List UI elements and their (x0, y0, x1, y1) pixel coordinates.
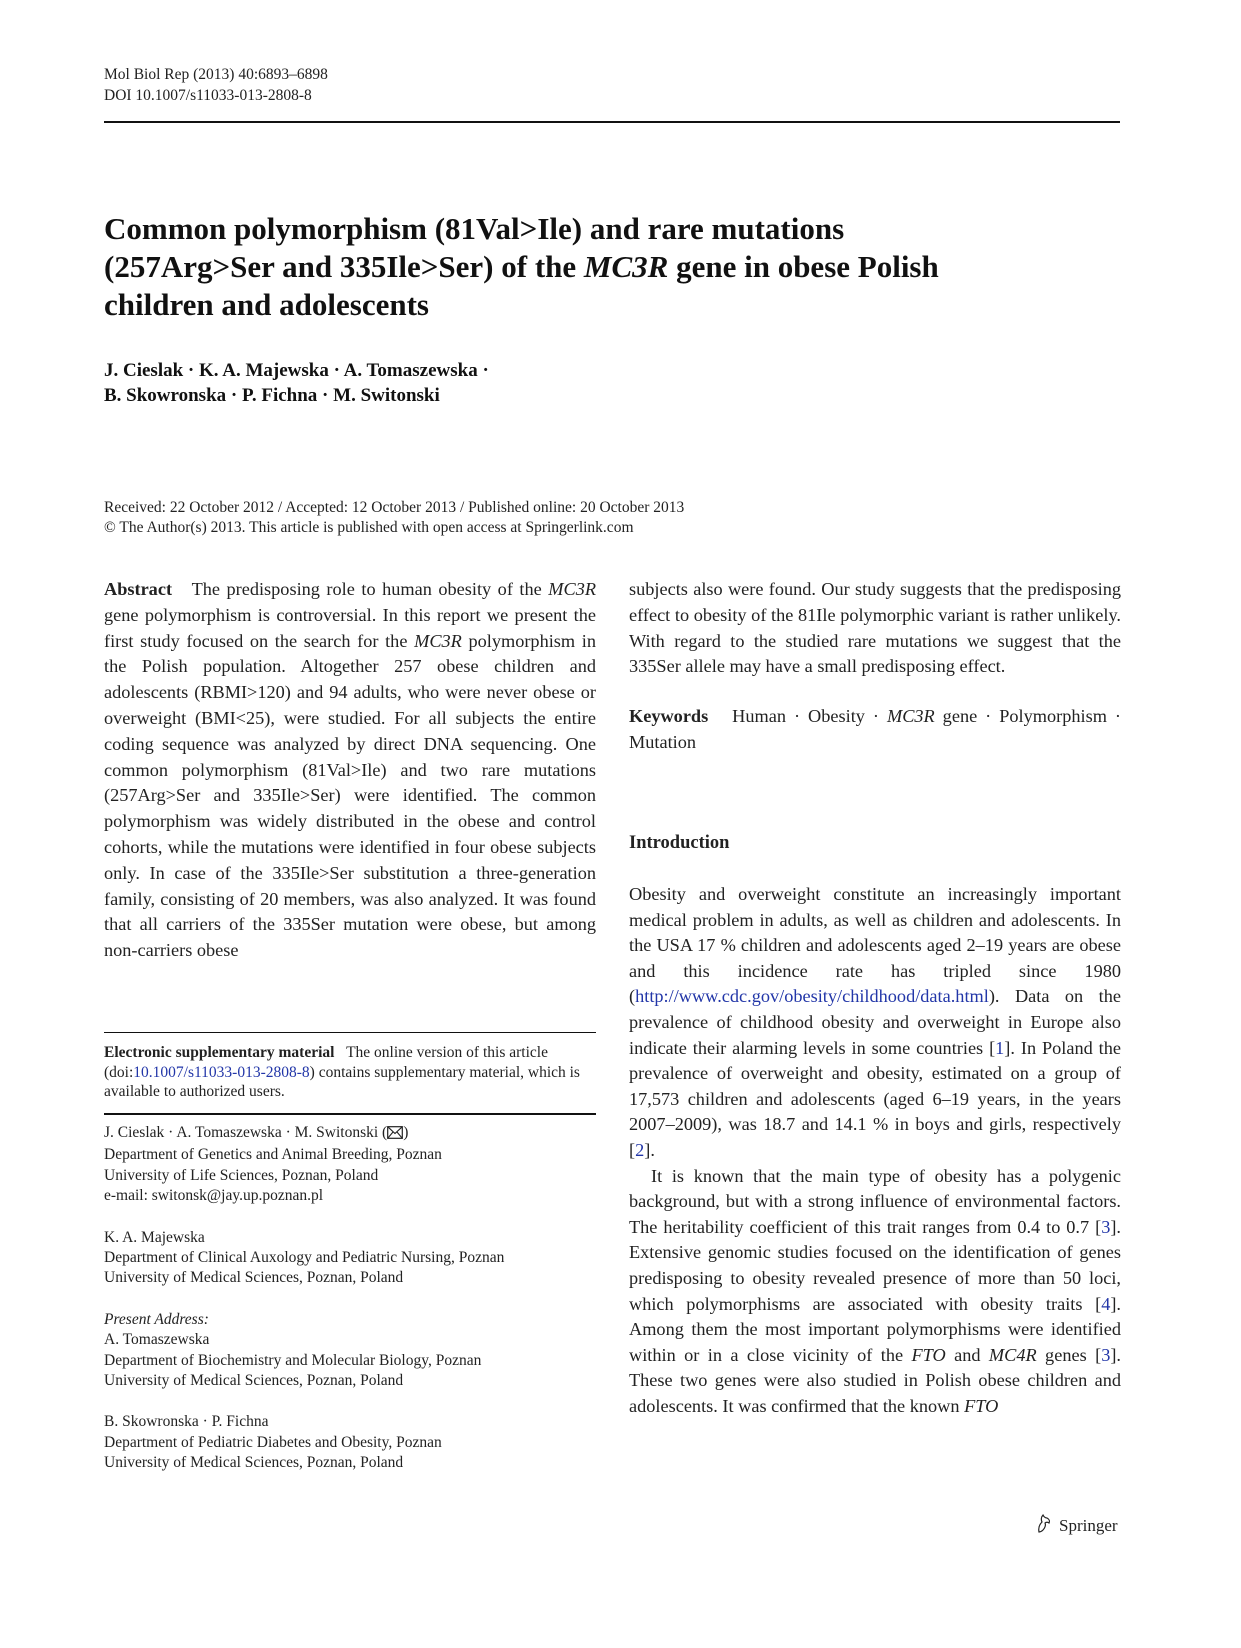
abstract-text: gene polymorphism is controversial. In this report we present the first study focused on the search for the (104, 604, 596, 651)
keywords (629, 704, 1121, 756)
introduction-heading: Introduction (629, 833, 730, 853)
present-address-label: Present Address: (104, 1310, 209, 1328)
article-title (104, 210, 1104, 324)
intro-text: ]. These two genes were also studied in Polish obese children and adolescents. It was confirmed that the known (629, 1344, 1121, 1416)
affiliation-1 (104, 1123, 596, 1207)
envelope-icon (387, 1125, 403, 1145)
affiliation-univ: University of Medical Sciences, Poznan, Poland (104, 1454, 404, 1472)
reference-link[interactable]: 1 (995, 1037, 1005, 1058)
affiliation-dept: Department of Pediatric Diabetes and Obesity, Poznan (104, 1433, 442, 1451)
affiliation-dept: Department of Biochemistry and Molecular Biology, Poznan (104, 1351, 482, 1369)
gene-name: MC3R (414, 630, 462, 651)
abstract-label: Abstract (104, 579, 173, 599)
affiliation-univ: University of Medical Sciences, Poznan, Poland (104, 1372, 404, 1390)
affiliations (104, 1123, 596, 1495)
reference-link[interactable]: 4 (1101, 1293, 1111, 1314)
intro-paragraph-2 (629, 1164, 1121, 1420)
intro-text: ]. In Poland the prevalence of overweight and obesity, estimated on a group of 17,573 children and adolescents (aged 6–19 years, in the years 2007–2009), was 18.7 and 14.1 % in boys and girls, respectively [ (629, 1037, 1121, 1160)
affiliation-rule (104, 1113, 596, 1115)
header-rule (104, 121, 1120, 123)
authors-line-1: J. Cieslak · K. A. Majewska · A. Tomaszewska · (104, 360, 489, 381)
keywords-text: Human · Obesity · (732, 706, 887, 727)
intro-text: ). Data on the prevalence of childhood obesity and overweight in Europe also indicate their alarming levels in some countries [ (629, 986, 1121, 1058)
abstract-paragraph (104, 577, 596, 964)
affiliation-univ: University of Life Sciences, Poznan, Poland (104, 1166, 379, 1184)
keywords-text: gene · Polymorphism · Mutation (629, 706, 1121, 752)
keywords-label: Keywords (629, 706, 709, 727)
publisher-footer (1033, 1512, 1118, 1539)
gene-name: FTO (964, 1395, 999, 1416)
title-line-3: children and adolescents (104, 287, 429, 322)
reference-link[interactable]: 2 (635, 1139, 645, 1160)
title-text: gene in obese Polish (668, 249, 939, 284)
intro-text: It is known that the main type of obesity has a polygenic background, but with a strong influence of environmental factors. The heritability coefficient of this trait ranges from 0.4 to 0.7 [ (629, 1165, 1121, 1237)
gene-name: FTO (911, 1344, 946, 1365)
title-line-2 (104, 248, 1104, 286)
journal-citation: Mol Biol Rep (2013) 40:6893–6898 (104, 66, 328, 83)
abstract-text: subjects also were found. Our study suggests that the predisposing effect to obesity of the 81Ile polymorphic variant is rather unlikely. With regard to the studied rare mutations we suggest that the 335Ser allele may have a small predisposing effect. (629, 579, 1121, 677)
affiliation-dept: Department of Clinical Auxology and Pediatric Nursing, Poznan (104, 1249, 505, 1267)
history-dates: Received: 22 October 2012 / Accepted: 12 October 2013 / Published online: 20 October 2013 (104, 499, 685, 516)
affiliation-email: e-mail: switonsk@jay.up.poznan.pl (104, 1187, 324, 1205)
journal-header (104, 64, 328, 106)
affiliation-3 (104, 1310, 596, 1392)
gene-name: MC3R (548, 579, 596, 599)
footnote-rule (104, 1032, 596, 1033)
article-dates (104, 498, 684, 538)
introduction-body (629, 882, 1121, 1419)
affiliation-univ: University of Medical Sciences, Poznan, Poland (104, 1269, 404, 1287)
cdc-link[interactable]: http://www.cdc.gov/obesity/childhood/data.html (635, 986, 989, 1007)
intro-text: Obesity and overweight constitute an increasingly important medical problem in adults, as well as children and adolescents. In the USA 17 % children and adolescents aged 2–19 years are obese and this incidence rate has tripled since 1980 ( (629, 884, 1121, 1007)
affiliation-names: A. Tomaszewska (104, 1331, 210, 1349)
affiliation-4 (104, 1412, 596, 1473)
publisher-name: Springer (1059, 1515, 1118, 1535)
intro-text: and (945, 1344, 989, 1365)
intro-text: ]. Among them the most important polymorphisms were identified within or in a close vicinity of the (629, 1293, 1121, 1365)
abstract-continuation (629, 577, 1121, 756)
abstract-text: polymorphism in the Polish population. Altogether 257 obese children and adolescents (RBMI>120) and 94 adults, who were never obese or overweight (BMI<25), were studied. For all subjects the entire coding sequence was analyzed by direct DNA sequencing. One common polymorphism (81Val>Ile) and two rare mutations (257Arg>Ser and 335Ile>Ser) were identified. The common polymorphism was widely distributed in the obese and control cohorts, while the mutations were identified in four obese subjects only. In case of the 335Ile>Ser substitution a three-generation family, consisting of 20 members, was also analyzed. It was found that all carriers of the 335Ser mutation were obese, but among non-carriers obese (104, 630, 596, 961)
affiliation-2 (104, 1228, 596, 1289)
intro-text: ]. (644, 1139, 655, 1160)
supplementary-note (104, 1043, 596, 1102)
esm-text: ) contains supplementary material, which is available to authorized users. (104, 1063, 580, 1100)
esm-text: The online version of this article (doi: (104, 1044, 548, 1081)
title-gene: MC3R (583, 249, 669, 284)
affiliation-dept: Department of Genetics and Animal Breeding, Poznan (104, 1146, 442, 1164)
title-text: (257Arg>Ser and 335Ile>Ser) of the (104, 249, 584, 284)
reference-link[interactable]: 3 (1101, 1344, 1111, 1365)
gene-name: MC4R (988, 1344, 1037, 1365)
affiliation-names: K. A. Majewska (104, 1228, 205, 1246)
names-text: ) (403, 1124, 409, 1141)
author-list (104, 358, 489, 408)
abstract-block (104, 577, 596, 964)
authors-line-2: B. Skowronska · P. Fichna · M. Switonski (104, 385, 440, 406)
title-line-1: Common polymorphism (81Val>Ile) and rare mutations (104, 211, 845, 246)
springer-horse-icon (1033, 1512, 1055, 1539)
names-text: J. Cieslak · A. Tomaszewska · M. Switonski ( (104, 1124, 388, 1141)
copyright-line: © The Author(s) 2013. This article is published with open access at Springerlink.com (104, 519, 634, 536)
intro-text: ]. Extensive genomic studies focused on the identification of genes predisposing to obesity revealed presence of more than 50 loci, which polymorphisms are associated with obesity traits [ (629, 1216, 1121, 1314)
intro-paragraph-1 (629, 882, 1121, 1164)
doi-line: DOI 10.1007/s11033-013-2808-8 (104, 87, 312, 104)
reference-link[interactable]: 3 (1101, 1216, 1111, 1237)
gene-name: MC3R (886, 706, 935, 727)
intro-text: genes [ (1036, 1344, 1102, 1365)
esm-doi-link[interactable]: 10.1007/s11033-013-2808-8 (133, 1063, 310, 1081)
affiliation-names: B. Skowronska · P. Fichna (104, 1413, 269, 1431)
esm-label: Electronic supplementary material (104, 1044, 335, 1061)
abstract-text: The predisposing role to human obesity of the (191, 579, 549, 599)
affiliation-names (104, 1123, 596, 1145)
